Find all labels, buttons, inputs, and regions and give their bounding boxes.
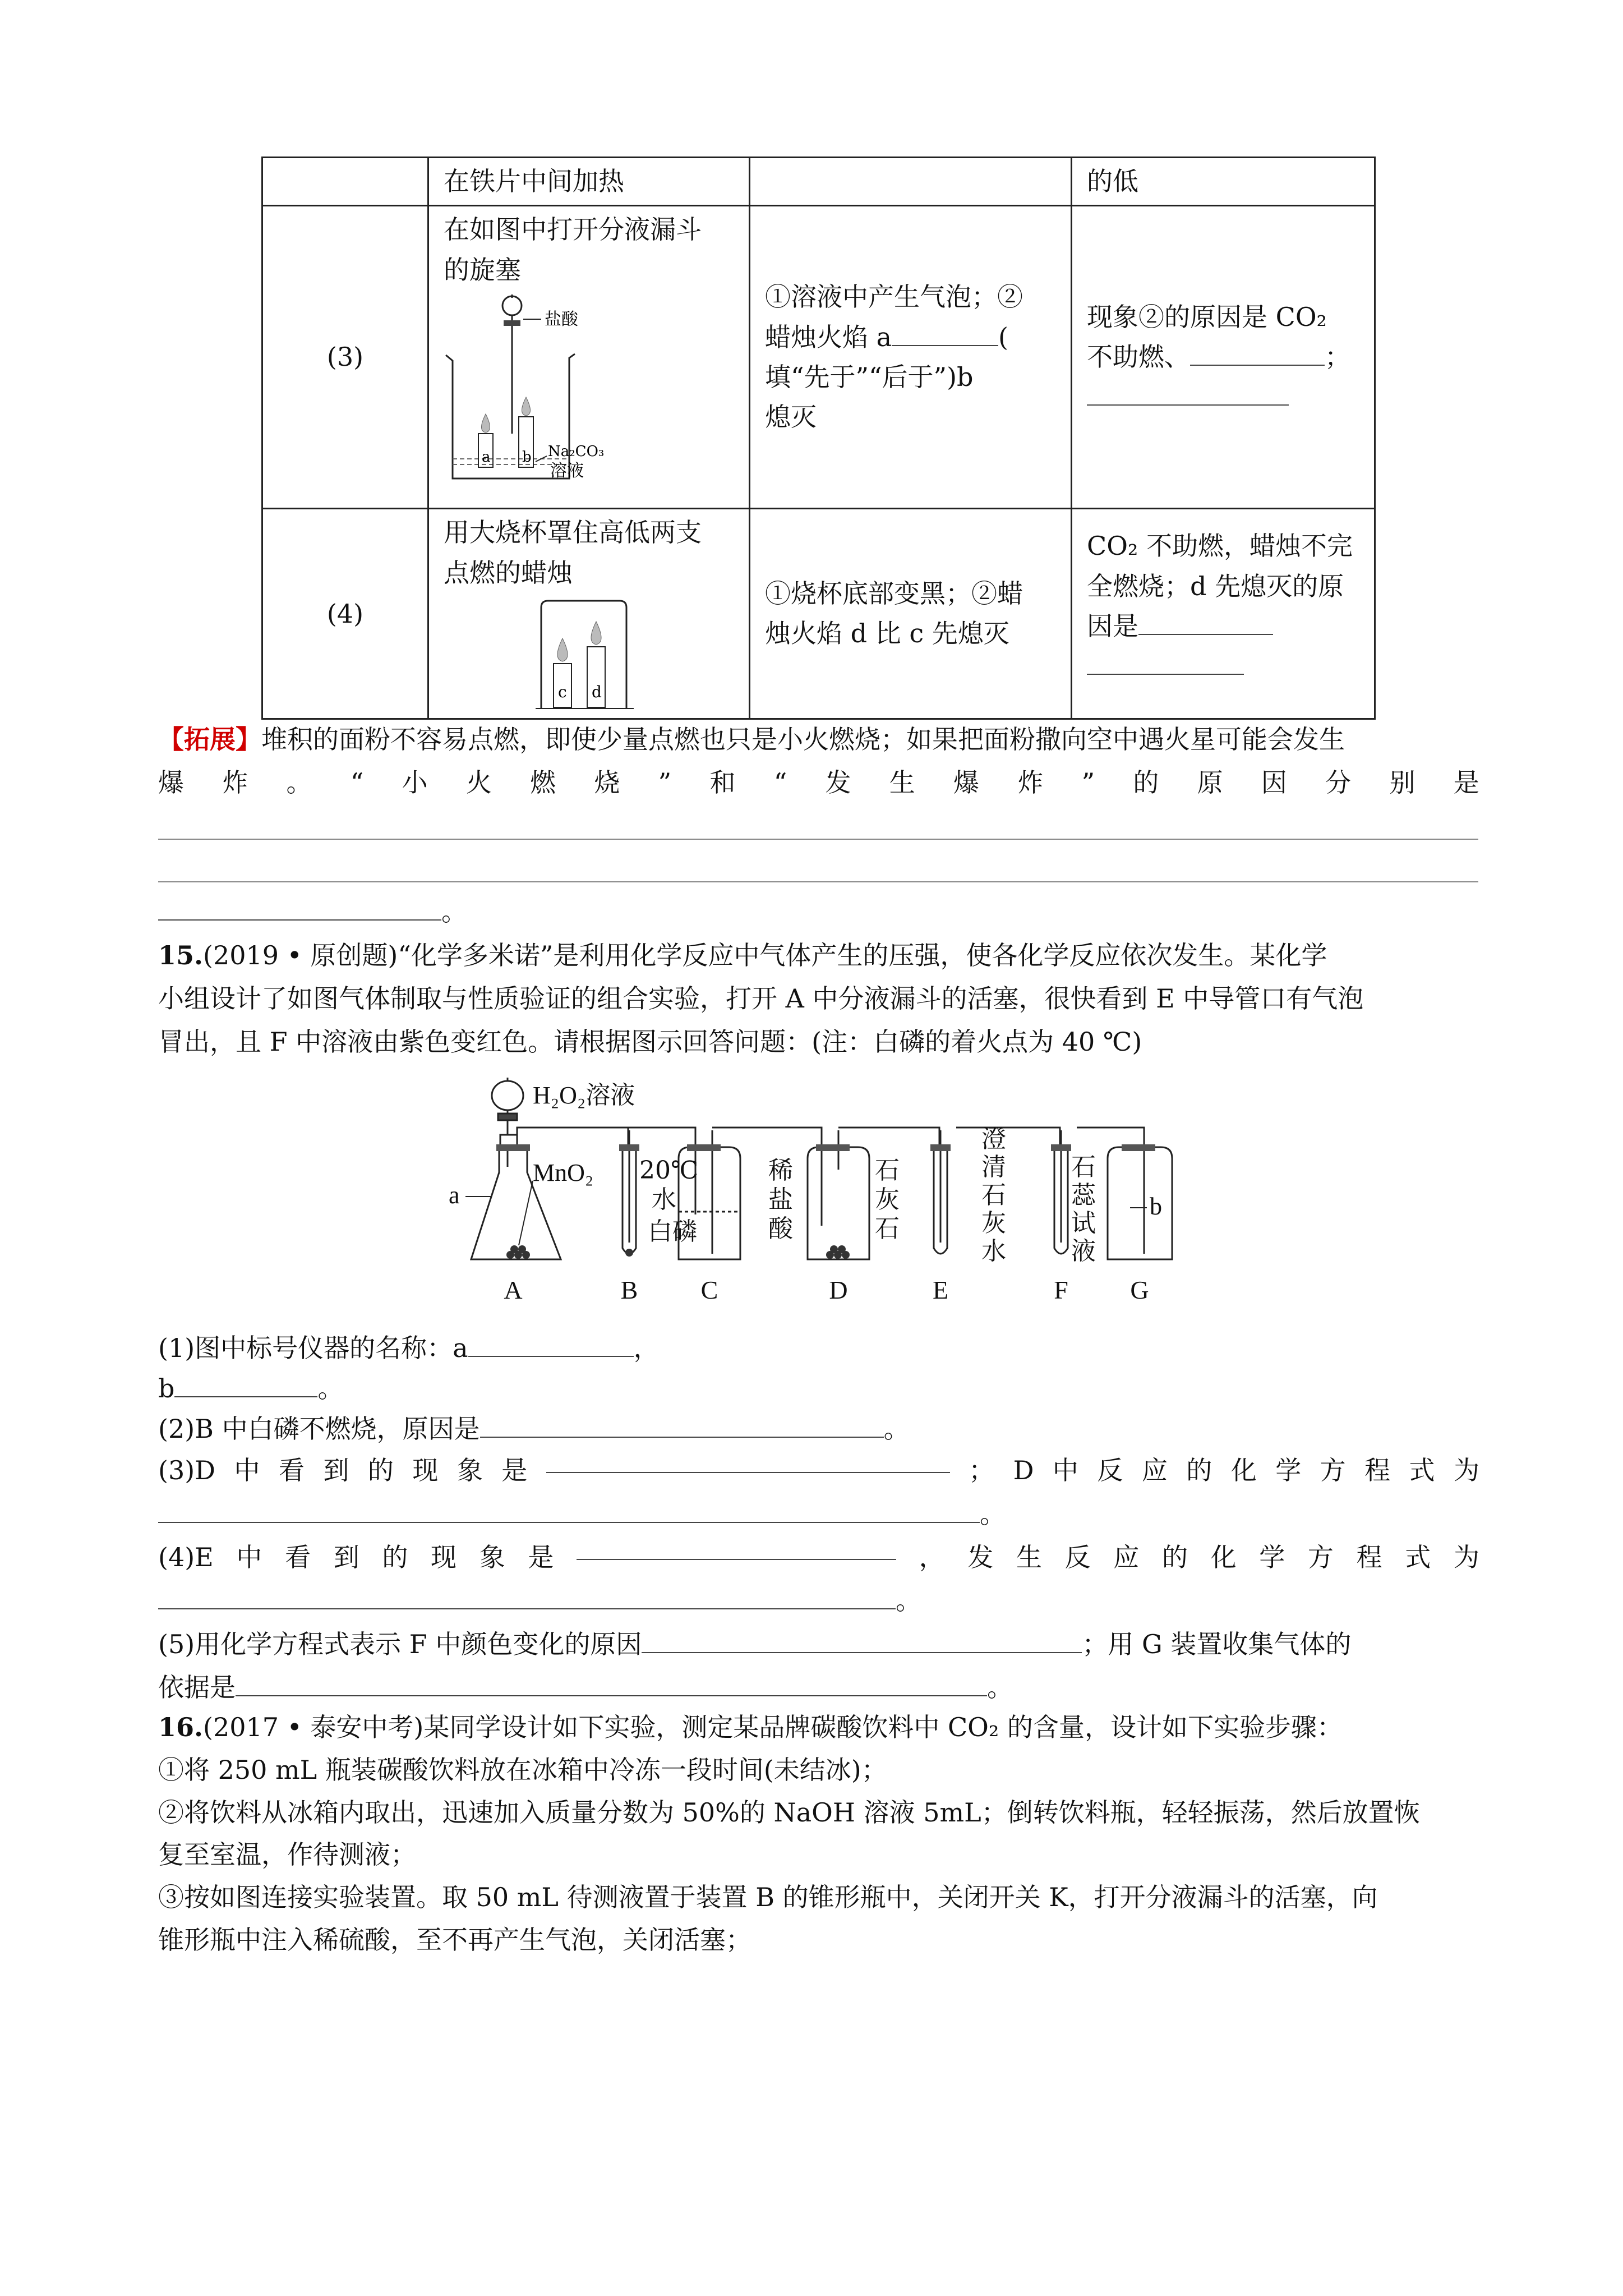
spread-char: 为 [1454, 1455, 1479, 1485]
q16-step3a: ③按如图连接实验装置。取 50 mL 待测液置于装置 B 的锥形瓶中，关闭开关 K，打开分液漏斗的活塞，向 [158, 1882, 1378, 1912]
method-cell: 在如图中打开分液漏斗 的旋塞 [444, 214, 702, 285]
spread-char: 式 [1405, 1542, 1431, 1572]
b-label-water: 水 [652, 1185, 676, 1214]
q15-part3 [158, 1451, 1479, 1490]
spread-char: 炸 [1017, 767, 1044, 798]
answer-line[interactable] [158, 839, 1478, 840]
spread-char: 火 [465, 767, 492, 798]
spread-char: 反 [1064, 1542, 1091, 1572]
c-label: 酸 [768, 1214, 793, 1243]
f-label: 试 [1071, 1209, 1096, 1237]
q15-part1a: (1)图中标号仪器的名称：a ， [158, 1333, 660, 1363]
d-label: 石 [875, 1214, 900, 1243]
spread-char: ； [969, 1455, 995, 1485]
answer-blank[interactable] [480, 1415, 884, 1438]
candle-c-label: c [558, 682, 567, 701]
row-number: (3) [262, 206, 428, 509]
answer-blank[interactable] [892, 324, 998, 346]
c-label: 稀 [768, 1156, 793, 1185]
f-label: 液 [1071, 1237, 1096, 1266]
table-row [262, 158, 1375, 206]
spread-char: 学 [1259, 1542, 1285, 1572]
q16-step2a: ②将饮料从冰箱内取出，迅速加入质量分数为 50%的 NaOH 溶液 5mL；倒转饮料瓶，轻轻振荡，然后放置恢 [158, 1797, 1420, 1828]
answer-blank[interactable] [236, 1674, 987, 1696]
label-b: b [1150, 1193, 1162, 1220]
spread-char: 小 [402, 767, 428, 798]
spread-char: 看 [285, 1542, 311, 1572]
answer-blank[interactable] [546, 1451, 950, 1473]
apparatus-letter: D [829, 1276, 848, 1304]
spread-char: 式 [1409, 1455, 1435, 1485]
spread-char: 是 [528, 1542, 554, 1572]
spread-char: 发 [967, 1542, 994, 1572]
q15-part4-end: 。 [158, 1581, 921, 1621]
spread-char: 的 [1133, 767, 1159, 798]
label-a: a [449, 1181, 460, 1209]
extension-tag: 【拓展】 [158, 724, 261, 754]
q15-intro-3: 冒出，且 F 中溶液由紫色变红色。请根据图示回答问题：(注：白磷的着火点为 40 ℃) [158, 1027, 1142, 1057]
spread-char: 到 [333, 1542, 359, 1572]
na2co3-label: Na₂CO₃ [548, 443, 605, 460]
spread-char: 的 [367, 1455, 394, 1485]
q15-part5a: (5)用化学方程式表示 F 中颜色变化的原因 ；用 G 装置收集气体的 [158, 1629, 1352, 1659]
apparatus-letter: C [700, 1276, 718, 1304]
q16-intro: 16.(2017 • 泰安中考)某同学设计如下实验，测定某品牌碳酸饮料中 CO₂ 的含量，设计如下实验步骤： [158, 1712, 1343, 1742]
candle-b-label: b [522, 448, 532, 466]
spread-char: 应 [1141, 1455, 1168, 1485]
spread-char: 应 [1113, 1542, 1140, 1572]
answer-blank[interactable] [468, 1335, 634, 1357]
spread-char: 化 [1230, 1455, 1257, 1485]
spread-char: 中 [1052, 1455, 1078, 1485]
spread-char: 现 [412, 1455, 439, 1485]
spread-char: 中 [236, 1542, 262, 1572]
spread-char: 程 [1364, 1455, 1391, 1485]
answer-blank[interactable] [158, 1587, 896, 1609]
spread-char: 生 [1016, 1542, 1042, 1572]
apparatus-letter: F [1054, 1276, 1068, 1304]
spread-char: D [1013, 1455, 1034, 1485]
spread-char: 中 [234, 1455, 260, 1485]
spread-char: 现 [431, 1542, 457, 1572]
solution-label: 溶液 [550, 461, 584, 481]
spread-char: ” [658, 767, 672, 798]
method-cell: 用大烧杯罩住高低两支 点燃的蜡烛 [444, 517, 702, 588]
mno2-label: MnO₂ [533, 1159, 594, 1186]
answer-blank[interactable] [1190, 343, 1325, 366]
spread-char: 原 [1197, 767, 1223, 798]
spread-char: 程 [1356, 1542, 1382, 1572]
candle-a-label: a [482, 448, 491, 466]
spread-char: 。 [286, 767, 312, 798]
question-number: 16. [158, 1712, 204, 1742]
spread-char: 象 [457, 1455, 483, 1485]
spread-char: 方 [1320, 1455, 1346, 1485]
e-label: 石 [981, 1181, 1006, 1209]
spread-char: 燃 [530, 767, 556, 798]
spread-char: “ [773, 767, 787, 798]
candle-d-label: d [592, 682, 602, 701]
spread-char: 炸 [222, 767, 248, 798]
experiment-table [261, 157, 1376, 720]
spread-char: 生 [889, 767, 915, 798]
spread-char: 和 [709, 767, 736, 798]
spread-char: “ [350, 767, 364, 798]
conclusion-cell: CO₂ 不助燃，蜡烛不完 全燃烧；d 先熄灭的原 因是 [1072, 509, 1374, 689]
spread-char: 是 [1453, 767, 1479, 798]
spread-char: 爆 [953, 767, 980, 798]
phenomenon-cell: ①溶液中产生气泡；② 蜡烛火焰 a ( 填“先于”“后于”)b 熄灭 [765, 282, 1023, 432]
answer-blank[interactable] [1087, 652, 1244, 675]
extension-line-2 [158, 763, 1479, 803]
q16-step3b: 锥形瓶中注入稀硫酸，至不再产生气泡，关闭活塞； [158, 1925, 751, 1955]
apparatus-letter: A [504, 1276, 523, 1304]
spread-char: ” [1081, 767, 1095, 798]
spread-char: 爆 [158, 767, 184, 798]
spread-char: 烧 [594, 767, 620, 798]
spread-char: 方 [1307, 1542, 1334, 1572]
d-label: 灰 [875, 1185, 900, 1214]
e-label: 清 [981, 1153, 1006, 1181]
spread-char: 是 [501, 1455, 528, 1485]
q15-part2: (2)B 中白磷不燃烧，原因是 。 [158, 1414, 910, 1444]
q15-part1b: b 。 [158, 1373, 344, 1404]
spread-char: 因 [1261, 767, 1287, 798]
extension-line-1: 【拓展】堆积的面粉不容易点燃，即使少量点燃也只是小火燃烧；如果把面粉撒向空中遇火星可能会发生 [158, 724, 1345, 754]
phenomenon-cell: ①烧杯底部变黑；②蜡 烛火焰 d 比 c 先熄灭 [765, 578, 1023, 649]
q15-intro-1: 15.(2019 • 原创题)“化学多米诺”是利用化学反应中气体产生的压强，使各化学反应依次发生。某化学 [158, 940, 1327, 970]
method-cell: 在铁片中间加热 [444, 166, 624, 196]
answer-blank[interactable] [1087, 383, 1289, 406]
spread-char: (3)D [158, 1455, 216, 1485]
spread-char: ， [919, 1542, 945, 1572]
apparatus-letter: B [620, 1276, 638, 1304]
answer-blank[interactable] [158, 1501, 980, 1523]
b-label-phosphorus: 白磷 [648, 1217, 697, 1246]
f-label: 石 [1071, 1153, 1096, 1181]
apparatus-letter: E [932, 1276, 949, 1304]
acid-label: 盐酸 [545, 309, 578, 329]
answer-blank[interactable] [158, 898, 441, 921]
f-label: 蕊 [1071, 1181, 1096, 1209]
row-number: (4) [262, 509, 428, 719]
answer-blank[interactable] [174, 1375, 317, 1397]
spread-char: 为 [1453, 1542, 1479, 1572]
e-label: 灰 [981, 1209, 1006, 1237]
table-row [262, 206, 1375, 509]
spread-char: 学 [1275, 1455, 1302, 1485]
q15-part3-end: 。 [158, 1494, 1006, 1534]
q15-part5b: 依据是 。 [158, 1672, 1013, 1703]
spread-char: 的 [1161, 1542, 1188, 1572]
answer-line[interactable] [158, 881, 1478, 882]
spread-char: (4)E [158, 1542, 214, 1572]
spread-char: 象 [479, 1542, 505, 1572]
question-number: 15. [158, 940, 204, 970]
c-label: 盐 [768, 1185, 793, 1214]
spread-char: 到 [323, 1455, 349, 1485]
beaker-funnel-figure [440, 293, 676, 484]
b-label-temp: 20℃ [639, 1156, 699, 1185]
apparatus-figure [449, 1074, 1178, 1315]
spread-char: 的 [382, 1542, 408, 1572]
answer-blank[interactable] [1138, 613, 1273, 635]
spread-char: 的 [1186, 1455, 1212, 1485]
answer-blank[interactable] [577, 1538, 896, 1560]
q15-intro-2: 小组设计了如图气体制取与性质验证的组合实验，打开 A 中分液漏斗的活塞，很快看到 E 中导管口有气泡 [158, 983, 1364, 1014]
extension-line-end: 。 [158, 892, 467, 932]
conclusion-cell: 的低 [1087, 166, 1138, 196]
spread-char: 别 [1389, 767, 1415, 798]
answer-blank[interactable] [642, 1631, 1082, 1653]
e-label: 水 [981, 1237, 1006, 1266]
candles-under-beaker-figure [536, 596, 681, 714]
spread-char: 看 [278, 1455, 305, 1485]
h2o2-label: H₂O₂溶液 [533, 1082, 635, 1109]
table-row [262, 509, 1375, 719]
spread-char: 反 [1097, 1455, 1123, 1485]
spread-char: 发 [825, 767, 851, 798]
q16-step2b: 复至室温，作待测液； [158, 1839, 416, 1870]
q15-part4 [158, 1538, 1479, 1577]
d-label: 石 [875, 1156, 900, 1185]
apparatus-letter: G [1130, 1276, 1149, 1304]
q16-step1: ①将 250 mL 瓶装碳酸饮料放在冰箱中冷冻一段时间(未结冰)； [158, 1755, 887, 1785]
spread-char: 化 [1210, 1542, 1237, 1572]
spread-char: 分 [1325, 767, 1352, 798]
conclusion-cell: 现象②的原因是 CO₂ 不助燃、 ； [1072, 294, 1374, 421]
e-label: 澄 [981, 1125, 1006, 1153]
